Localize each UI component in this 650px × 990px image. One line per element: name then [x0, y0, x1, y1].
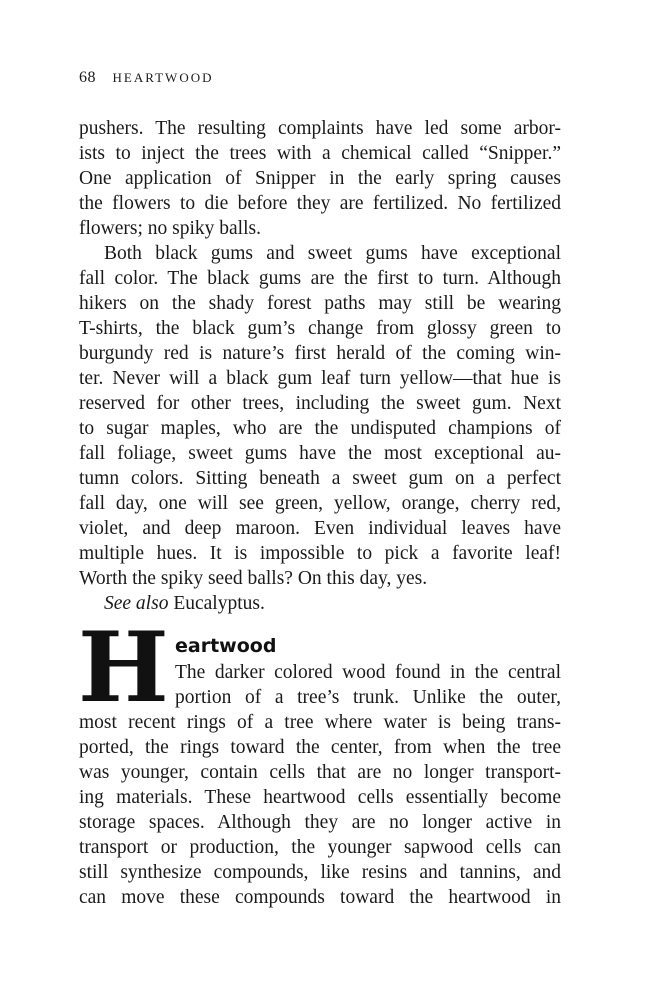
text-line: pushers. The resulting complaints have led some arbor-: [79, 118, 561, 139]
text-line: storage spaces. Although they are no longer active in: [79, 812, 561, 833]
text-line: T-shirts, the black gum’s change from glossy green to: [79, 318, 561, 339]
drop-cap: H: [78, 611, 169, 724]
text-line: Both black gums and sweet gums have exceptional: [104, 243, 561, 264]
text-line: portion of a tree’s trunk. Unlike the outer,: [175, 687, 561, 708]
text-line: One application of Snipper in the early spring causes: [79, 168, 561, 189]
text-line: violet, and deep maroon. Even individual leaves have: [79, 518, 561, 539]
text-line: ter. Never will a black gum leaf turn yellow—that hue is: [79, 368, 561, 389]
text-line: multiple hues. It is impossible to pick a favorite leaf!: [79, 543, 561, 564]
page-number: 68: [79, 69, 96, 86]
text-line: burgundy red is nature’s first herald of the coming win-: [79, 343, 561, 364]
text-line: ing materials. These heartwood cells essentially become: [79, 787, 561, 808]
text-line: ported, the rings toward the center, from when the tree: [79, 737, 561, 758]
text-line: tumn colors. Sitting beneath a sweet gum on a perfect: [79, 468, 561, 489]
text-line: the flowers to die before they are fertilized. No fertilized: [79, 193, 561, 214]
text-line: was younger, contain cells that are no longer transport-: [79, 762, 561, 783]
text-line: flowers; no spiky balls.: [79, 218, 261, 239]
text-line: most recent rings of a tree where water is being trans-: [79, 712, 561, 733]
see-also-label: See also: [104, 593, 169, 614]
text-line: still synthesize compounds, like resins and tannins, and: [79, 862, 561, 883]
entry-headword: eartwood: [175, 635, 277, 657]
text-line: fall foliage, sweet gums have the most exceptional au-: [79, 443, 561, 464]
see-also: [104, 591, 561, 616]
running-title: HEARTWOOD: [112, 70, 214, 85]
text-line: transport or production, the younger sapwood cells can: [79, 837, 561, 858]
text-line: Worth the spiky seed balls? On this day, yes.: [79, 568, 428, 589]
text-line: can move these compounds toward the heartwood in: [79, 887, 561, 908]
text-line: ists to inject the trees with a chemical called “Snipper.”: [79, 143, 561, 164]
see-also-target: Eucalyptus.: [173, 593, 265, 614]
text-line: reserved for other trees, including the sweet gum. Next: [79, 393, 561, 414]
text-line: hikers on the shady forest paths may still be wearing: [79, 293, 561, 314]
running-head: [79, 68, 213, 88]
text-line: fall color. The black gums are the first to turn. Although: [79, 268, 561, 289]
text-line: to sugar maples, who are the undisputed champions of: [79, 418, 561, 439]
text-line: The darker colored wood found in the central: [175, 662, 561, 683]
text-line: fall day, one will see green, yellow, orange, cherry red,: [79, 493, 561, 514]
